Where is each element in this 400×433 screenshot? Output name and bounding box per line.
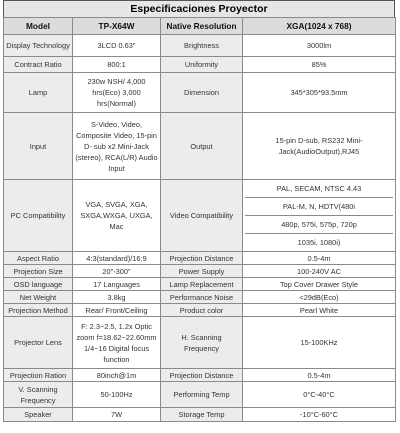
spec-label: Storage Temp — [161, 408, 243, 422]
spec-value: Pearl White — [243, 304, 396, 317]
table-row — [4, 278, 396, 291]
spec-label: Display Technology — [4, 35, 73, 57]
spec-label: Dimension — [161, 73, 243, 113]
spec-value: Rear/ Front/Ceiling — [73, 304, 161, 317]
table-row — [4, 265, 396, 278]
table-row — [4, 304, 396, 317]
spec-label: Net Weight — [4, 291, 73, 304]
video-compatibility-list — [243, 180, 396, 252]
header-row — [4, 18, 396, 35]
spec-label: PC Compatibility — [4, 180, 73, 252]
spec-label: Product color — [161, 304, 243, 317]
header-model-value: TP-X64W — [73, 18, 161, 35]
spec-label: Uniformity — [161, 57, 243, 73]
spec-table — [3, 17, 396, 422]
list-item: PAL-M, N, HDTV(480i — [245, 198, 393, 216]
spec-label: Projector Lens — [4, 317, 73, 369]
spec-label: Lamp Replacement — [161, 278, 243, 291]
header-model: Model — [4, 18, 73, 35]
spec-value: 15-pin D-sub, RS232 Mini-Jack(AudioOutput),RJ45 — [243, 113, 396, 180]
spec-label: Output — [161, 113, 243, 180]
spec-value: 800:1 — [73, 57, 161, 73]
list-item: PAL, SECAM, NTSC 4.43 — [245, 180, 393, 198]
spec-value: 3.8kg — [73, 291, 161, 304]
spec-label: Performing Temp — [161, 382, 243, 408]
spec-value: 230w NSH/ 4,000 hrs(Eco) 3,000 hrs(Normal) — [73, 73, 161, 113]
table-row — [4, 252, 396, 265]
spec-label: Input — [4, 113, 73, 180]
spec-value: 345*305*93.5mm — [243, 73, 396, 113]
spec-label: Contract Ratio — [4, 57, 73, 73]
spec-value: 17 Languages — [73, 278, 161, 291]
spec-label: H. Scanning Frequency — [161, 317, 243, 369]
table-row — [4, 382, 396, 408]
spec-value: VGA, SVGA, XGA, SXGA,WXGA, UXGA, Mac — [73, 180, 161, 252]
spec-value: 85% — [243, 57, 396, 73]
spec-label: Speaker — [4, 408, 73, 422]
spec-value: 7W — [73, 408, 161, 422]
table-row — [4, 57, 396, 73]
table-row — [4, 35, 396, 57]
spec-label: Video Compatibility — [161, 180, 243, 252]
table-row — [4, 73, 396, 113]
sheet-title: Especificaciones Proyector — [3, 0, 395, 17]
spec-value: 100-240V AC — [243, 265, 396, 278]
table-row — [4, 317, 396, 369]
table-row — [4, 113, 396, 180]
spec-value: S-Video, Video, Composite Video, 15-pin D- sub x2 Mini-Jack (stereo), RCA(L/R) Audio Input — [73, 113, 161, 180]
table-row — [4, 180, 396, 252]
spec-label: Projection Ration — [4, 369, 73, 382]
spec-label: Brightness — [161, 35, 243, 57]
spec-value: 3LCD 0.63" — [73, 35, 161, 57]
spec-value: 50-100Hz — [73, 382, 161, 408]
list-item: 480p, 575i, 575p, 720p — [245, 216, 393, 234]
spec-value: 20"-300" — [73, 265, 161, 278]
spec-value: 4:3(standard)/16:9 — [73, 252, 161, 265]
spec-value: 80inch@1m — [73, 369, 161, 382]
spec-value: 0°C-40°C — [243, 382, 396, 408]
spec-label: Performance Noise — [161, 291, 243, 304]
header-native-resolution: Native Resolution — [161, 18, 243, 35]
spec-label: Projection Method — [4, 304, 73, 317]
spec-value: Top Cover Drawer Style — [243, 278, 396, 291]
spec-label: Projection Distance — [161, 252, 243, 265]
spec-label: V. Scanning Frequency — [4, 382, 73, 408]
spec-value: -10°C-60°C — [243, 408, 396, 422]
header-native-resolution-value: XGA(1024 x 768) — [243, 18, 396, 35]
spec-value: 0.5-4m — [243, 369, 396, 382]
table-row — [4, 291, 396, 304]
spec-label: Lamp — [4, 73, 73, 113]
spec-label: Projection Distance — [161, 369, 243, 382]
spec-value: 0.5-4m — [243, 252, 396, 265]
spec-value: 15-100KHz — [243, 317, 396, 369]
spec-value: F: 2.3~2.5, 1.2x Optic zoom f=18.62~22.60mm 1/4~16 Digital focus function — [73, 317, 161, 369]
spec-label: OSD language — [4, 278, 73, 291]
spec-label: Aspect Ratio — [4, 252, 73, 265]
list-item: 1035i, 1080i) — [297, 238, 341, 247]
spec-label: Projection Size — [4, 265, 73, 278]
spec-label: Power Supply — [161, 265, 243, 278]
spec-value: 3000lm — [243, 35, 396, 57]
table-row — [4, 369, 396, 382]
spec-value: <29dB(Eco) — [243, 291, 396, 304]
table-row — [4, 408, 396, 422]
